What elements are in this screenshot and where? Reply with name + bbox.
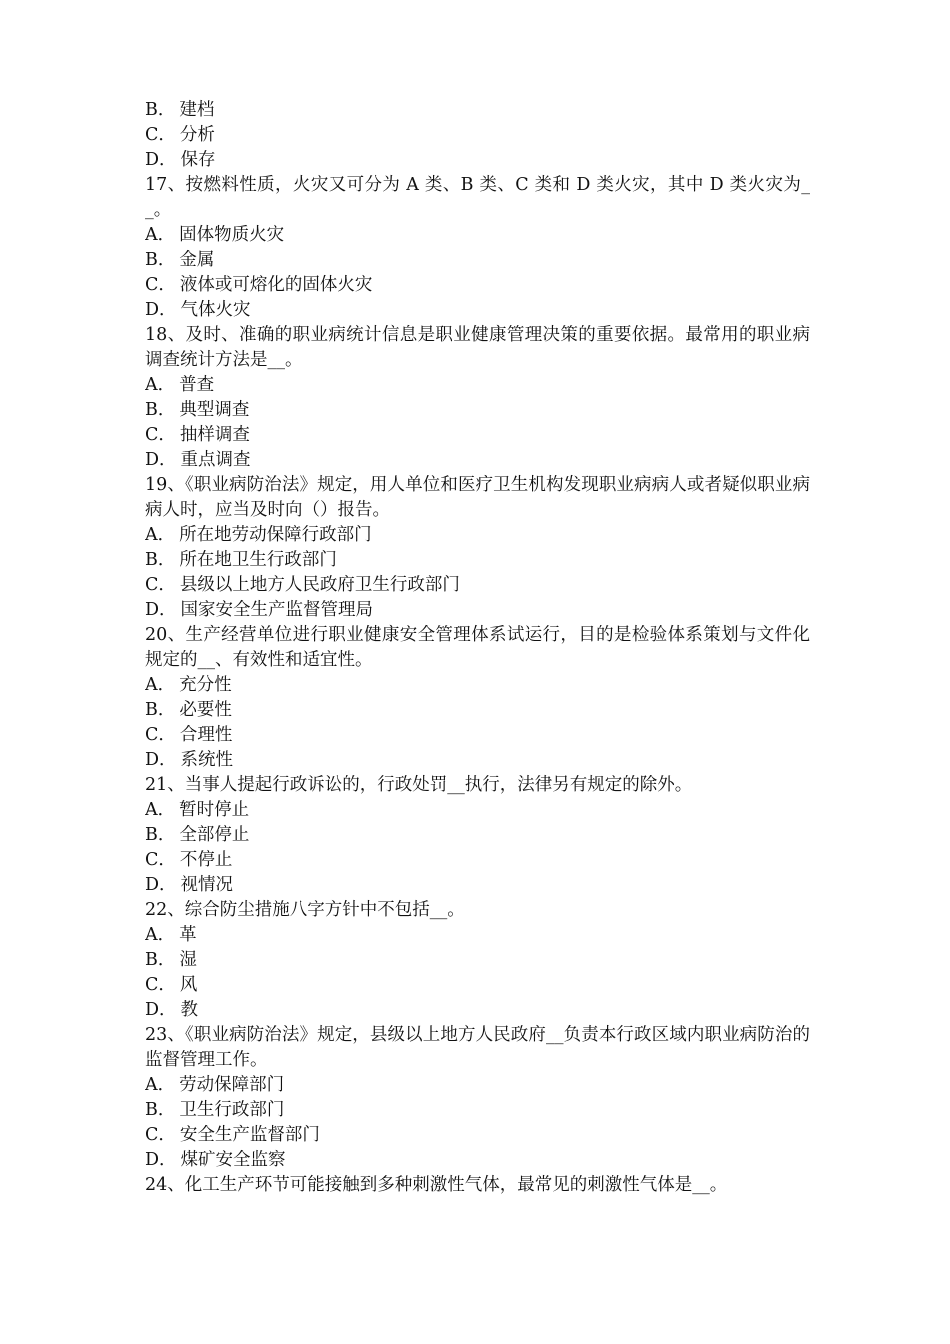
- document-page: [145, 98, 810, 1198]
- option-item: [145, 398, 810, 423]
- option-letter: A．: [145, 925, 176, 945]
- option-letter: C．: [145, 425, 176, 445]
- option-text: 卫生行政部门: [179, 1100, 285, 1120]
- option-item: [145, 698, 810, 723]
- option-item: [145, 148, 810, 173]
- option-text: 普查: [179, 375, 215, 395]
- option-item: [145, 373, 810, 398]
- option-letter: D．: [145, 750, 177, 770]
- option-item: [145, 1148, 810, 1173]
- option-letter: B．: [145, 400, 176, 420]
- option-letter: A．: [145, 800, 176, 820]
- option-text: 县级以上地方人民政府卫生行政部门: [179, 575, 460, 595]
- option-letter: B．: [145, 950, 176, 970]
- option-item: [145, 848, 810, 873]
- option-text: 分析: [179, 125, 215, 145]
- question-stem: 23、《职业病防治法》规定，县级以上地方人民政府__负责本行政区域内职业病防治的监督管理工作。: [145, 1025, 810, 1070]
- option-item: [145, 998, 810, 1023]
- option-item: [145, 798, 810, 823]
- question-stem: 24、化工生产环节可能接触到多种刺激性气体，最常见的刺激性气体是__。: [145, 1175, 728, 1195]
- option-item: [145, 598, 810, 623]
- option-item: [145, 748, 810, 773]
- question-stem: 18、及时、准确的职业病统计信息是职业健康管理决策的重要依据。最常用的职业病调查统计方法是__。: [145, 325, 810, 370]
- option-item: [145, 573, 810, 598]
- question-block: [145, 1173, 810, 1198]
- question-block: [145, 473, 810, 623]
- option-item: [145, 923, 810, 948]
- option-text: 劳动保障部门: [179, 1075, 285, 1095]
- question-stem: 20、生产经营单位进行职业健康安全管理体系试运行，目的是检验体系策划与文件化规定的__、有效性和适宜性。: [145, 625, 810, 670]
- option-text: 系统性: [180, 750, 234, 770]
- option-letter: B．: [145, 550, 176, 570]
- option-letter: C．: [145, 275, 176, 295]
- option-letter: A．: [145, 375, 176, 395]
- question-stem: 17、按燃料性质，火灾又可分为 A 类、B 类、C 类和 D 类火灾，其中 D 类火灾为__。: [145, 175, 810, 220]
- option-letter: D．: [145, 600, 177, 620]
- option-letter: D．: [145, 300, 177, 320]
- option-text: 固体物质火灾: [179, 225, 285, 245]
- option-letter: D．: [145, 1150, 177, 1170]
- option-item: [145, 548, 810, 573]
- option-text: 全部停止: [179, 825, 250, 845]
- option-item: [145, 948, 810, 973]
- option-letter: D．: [145, 875, 177, 895]
- question-block: [145, 898, 810, 1023]
- option-item: [145, 1073, 810, 1098]
- option-text: 国家安全生产监督管理局: [180, 600, 374, 620]
- option-item: [145, 1123, 810, 1148]
- option-item: [145, 223, 810, 248]
- option-text: 充分性: [179, 675, 232, 695]
- option-letter: B．: [145, 700, 176, 720]
- option-text: 气体火灾: [180, 300, 251, 320]
- option-item: [145, 673, 810, 698]
- option-letter: C．: [145, 975, 176, 995]
- option-item: [145, 273, 810, 298]
- option-item: [145, 248, 810, 273]
- option-item: [145, 98, 810, 123]
- option-letter: C．: [145, 725, 176, 745]
- option-letter: A．: [145, 1075, 176, 1095]
- question-block: [145, 1023, 810, 1173]
- question-block: [145, 323, 810, 473]
- option-letter: C．: [145, 1125, 176, 1145]
- option-text: 所在地卫生行政部门: [179, 550, 337, 570]
- option-item: [145, 123, 810, 148]
- option-letter: B．: [145, 1100, 176, 1120]
- option-item: [145, 523, 810, 548]
- option-letter: B．: [145, 825, 176, 845]
- question-stem: 19、《职业病防治法》规定，用人单位和医疗卫生机构发现职业病病人或者疑似职业病病人时，应当及时向（）报告。: [145, 475, 810, 520]
- option-text: 暂时停止: [179, 800, 250, 820]
- option-text: 不停止: [179, 850, 233, 870]
- option-item: [145, 1098, 810, 1123]
- option-item: [145, 448, 810, 473]
- option-text: 保存: [180, 150, 216, 170]
- option-text: 湿: [179, 950, 197, 970]
- question-stem: 22、综合防尘措施八字方针中不包括__。: [145, 900, 465, 920]
- option-text: 合理性: [179, 725, 233, 745]
- option-letter: A．: [145, 225, 176, 245]
- question-stem: 21、当事人提起行政诉讼的，行政处罚__执行，法律另有规定的除外。: [145, 775, 693, 795]
- option-letter: D．: [145, 1000, 177, 1020]
- option-letter: B．: [145, 250, 176, 270]
- option-text: 抽样调查: [179, 425, 250, 445]
- question-block: [145, 773, 810, 898]
- option-text: 煤矿安全监察: [180, 1150, 286, 1170]
- option-letter: D．: [145, 450, 177, 470]
- option-text: 风: [179, 975, 198, 995]
- option-text: 重点调查: [180, 450, 251, 470]
- option-item: [145, 823, 810, 848]
- option-letter: C．: [145, 125, 176, 145]
- option-letter: A．: [145, 525, 176, 545]
- option-text: 金属: [179, 250, 215, 270]
- option-text: 所在地劳动保障行政部门: [179, 525, 372, 545]
- option-text: 教: [180, 1000, 199, 1020]
- option-text: 视情况: [180, 875, 234, 895]
- option-letter: D．: [145, 150, 177, 170]
- option-letter: C．: [145, 575, 176, 595]
- question-block: [145, 173, 810, 323]
- question-block: [145, 623, 810, 773]
- leading-options: [145, 98, 810, 173]
- option-letter: B．: [145, 100, 176, 120]
- option-text: 必要性: [179, 700, 232, 720]
- option-text: 液体或可熔化的固体火灾: [179, 275, 373, 295]
- option-text: 典型调查: [179, 400, 250, 420]
- option-text: 安全生产监督部门: [179, 1125, 320, 1145]
- option-item: [145, 423, 810, 448]
- option-letter: A．: [145, 675, 176, 695]
- option-item: [145, 973, 810, 998]
- option-item: [145, 298, 810, 323]
- option-text: 革: [179, 925, 197, 945]
- option-letter: C．: [145, 850, 176, 870]
- option-item: [145, 873, 810, 898]
- option-text: 建档: [179, 100, 215, 120]
- option-item: [145, 723, 810, 748]
